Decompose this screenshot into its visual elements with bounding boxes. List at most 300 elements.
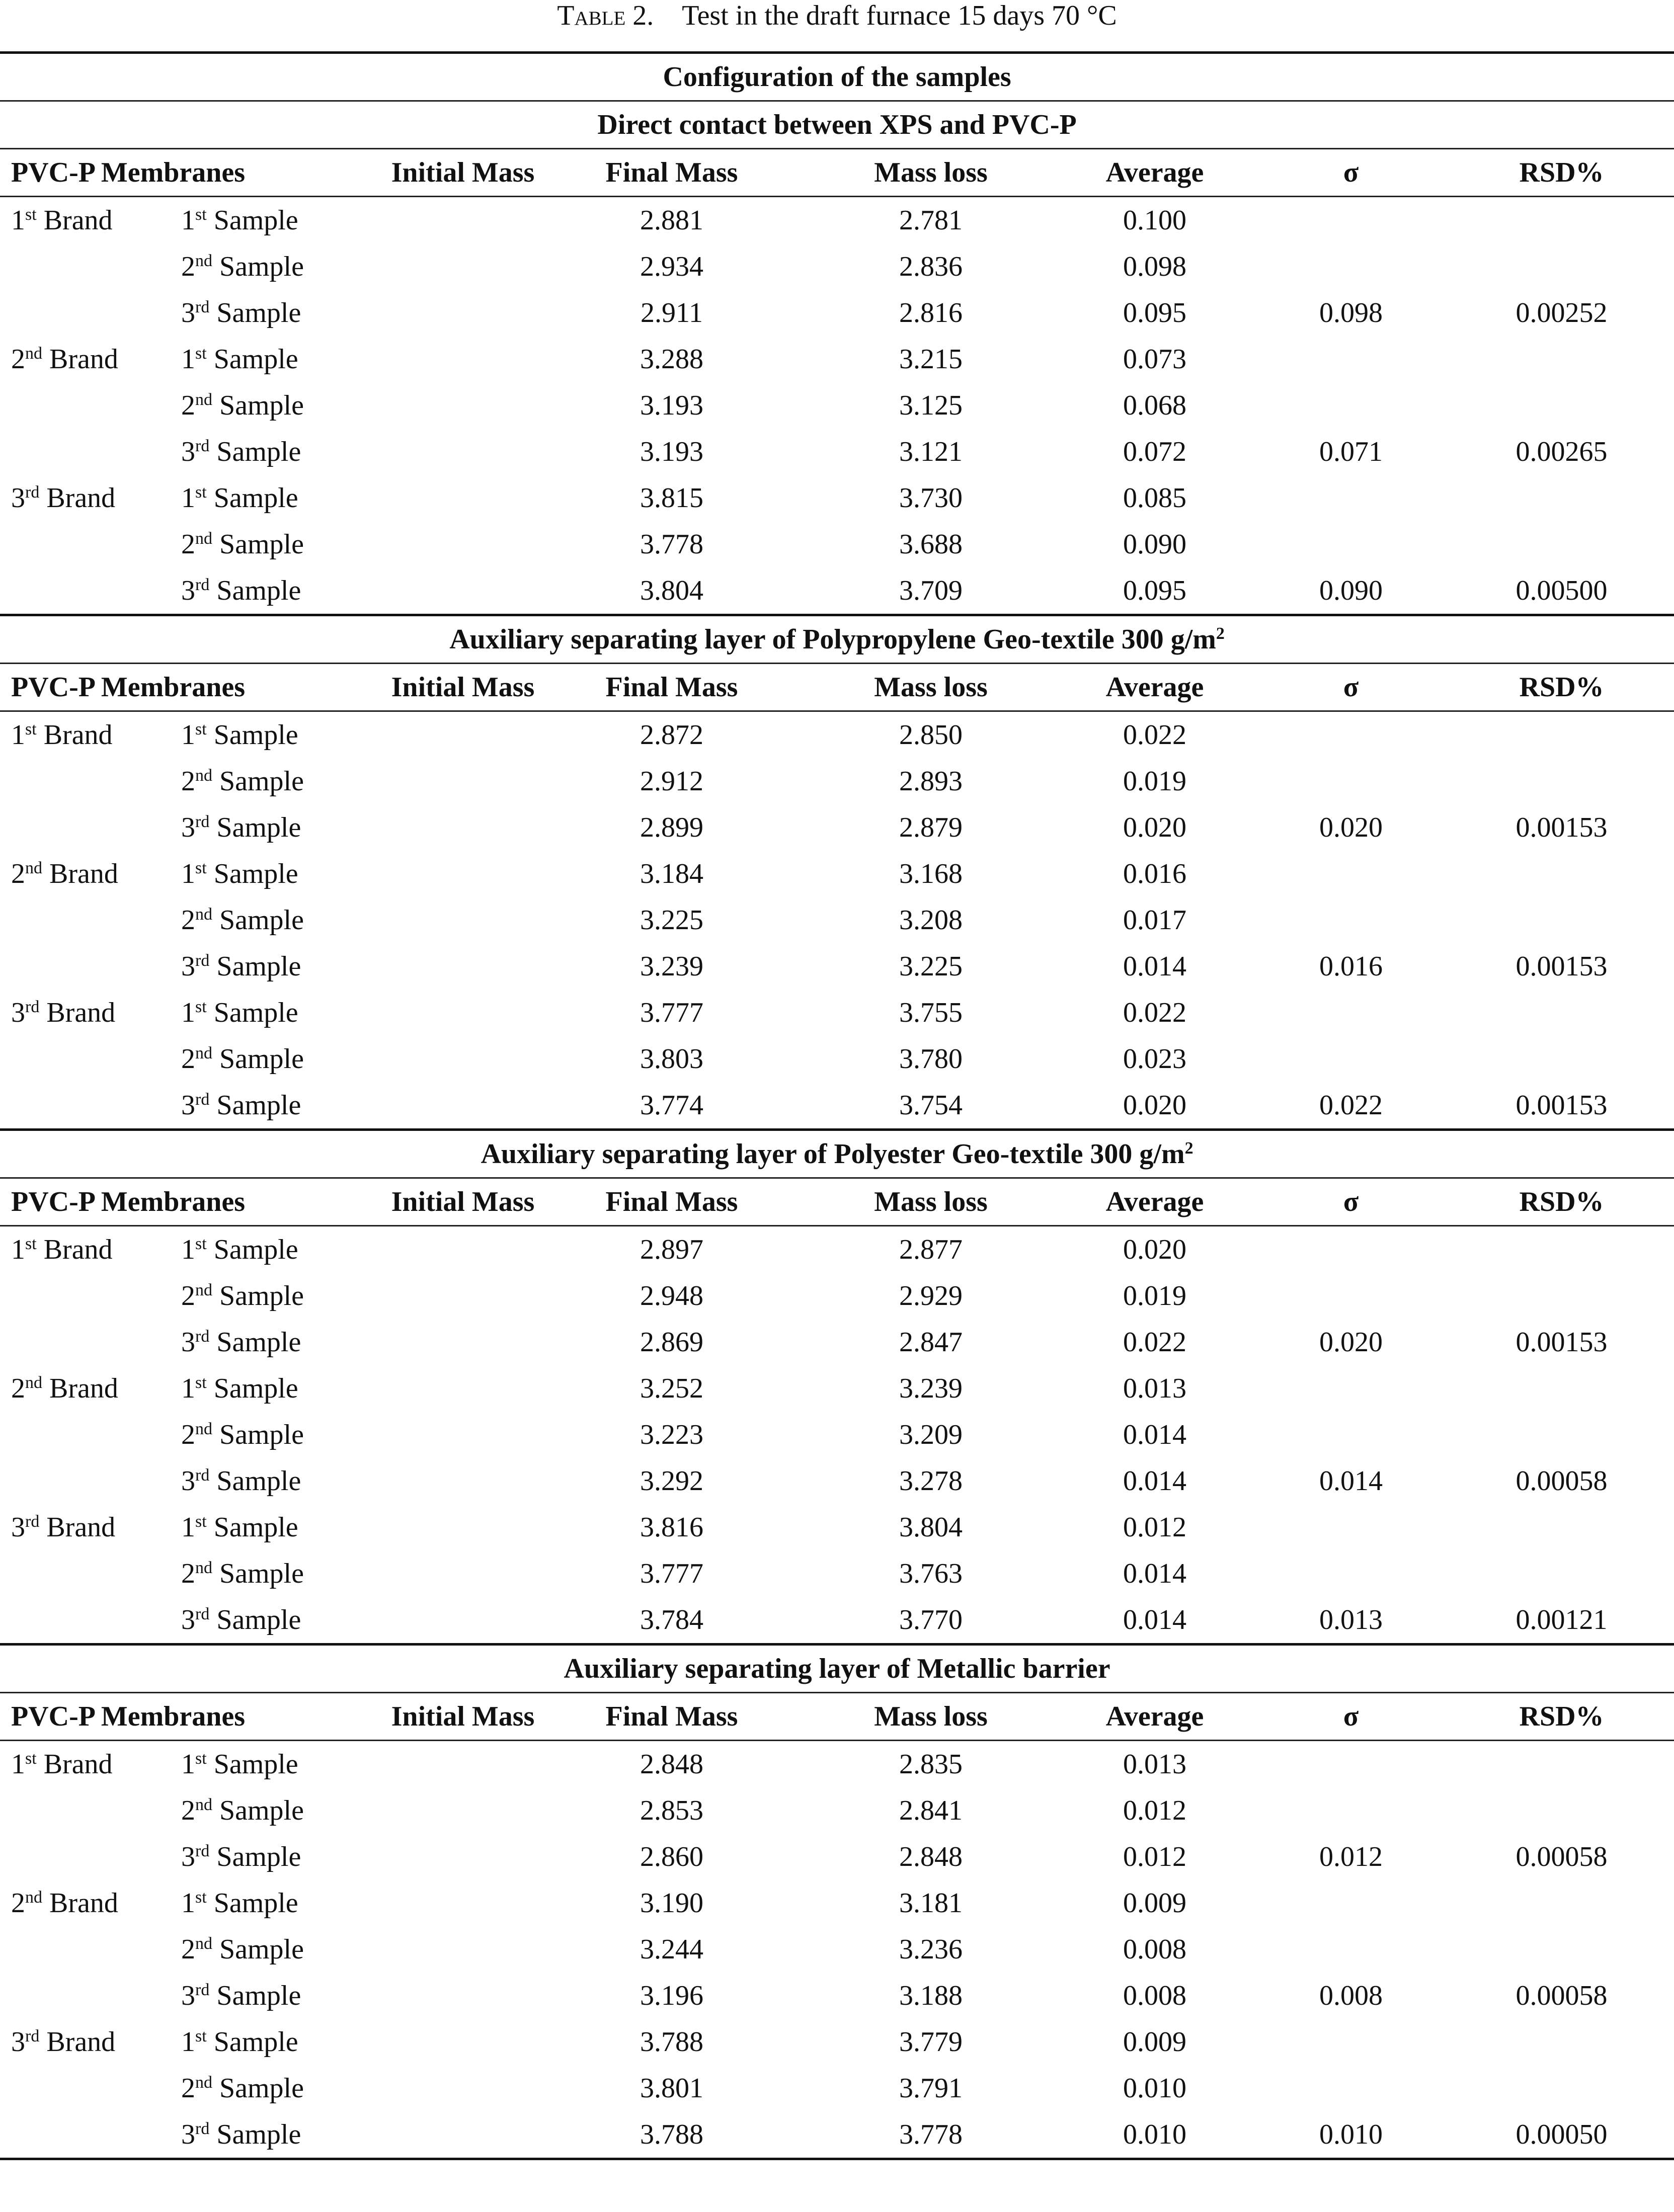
final-mass-cell: 3.236: [899, 1934, 963, 1965]
sample-word: Sample: [216, 297, 301, 329]
header-average: Average: [1057, 1178, 1253, 1226]
final-mass-cell: 2.841: [899, 1795, 963, 1826]
section-title: [0, 615, 1674, 664]
brand-cell: [0, 758, 171, 804]
initial-mass-cell: 3.784: [640, 1604, 703, 1635]
initial-mass-cell: 3.288: [640, 344, 703, 375]
section-title: [0, 1130, 1674, 1178]
brand-number: 3: [11, 997, 25, 1028]
sigma-cell: 0.00153: [1516, 1090, 1608, 1121]
sample-word: Sample: [219, 2073, 304, 2104]
mass-loss-cell: 0.019: [1123, 1280, 1186, 1312]
initial-mass-cell: 2.872: [538, 711, 805, 759]
mass-loss-cell: 0.072: [1123, 436, 1186, 467]
sample-word: Sample: [213, 2026, 298, 2058]
sample-number: 3: [181, 812, 195, 843]
header-average: Average: [1057, 664, 1253, 711]
average-cell: [1253, 1504, 1449, 1550]
brand-word: Brand: [46, 997, 116, 1028]
sample-ordinal: st: [195, 998, 207, 1016]
final-mass-cell: 3.209: [899, 1419, 963, 1450]
average-cell: 0.022: [1319, 1090, 1383, 1121]
spacer-cell: [387, 2111, 538, 2159]
sigma-cell: 0.00500: [1516, 575, 1608, 606]
sample-ordinal: rd: [195, 1327, 210, 1346]
sample-ordinal: nd: [195, 390, 212, 409]
sigma-cell: [1449, 897, 1674, 943]
sample-ordinal: rd: [195, 437, 210, 455]
sample-cell: [171, 1273, 387, 1319]
final-mass-cell: 3.779: [899, 2026, 963, 2058]
sample-word: Sample: [219, 766, 304, 797]
header-mass-loss: Mass loss: [805, 149, 1057, 197]
average-cell: [1253, 1926, 1449, 1973]
sample-number: 2: [181, 1558, 195, 1589]
sample-ordinal: st: [195, 1888, 207, 1907]
sample-word: Sample: [219, 1280, 304, 1312]
header-rsd: RSD%: [1449, 149, 1674, 197]
sample-cell: [171, 1787, 387, 1834]
sigma-cell: 0.00153: [1516, 812, 1608, 843]
sigma-cell: [1449, 1787, 1674, 1834]
sample-ordinal: st: [195, 1512, 207, 1531]
brand-ordinal: nd: [25, 859, 42, 877]
final-mass-cell: 2.893: [899, 766, 963, 797]
header-initial-mass: Initial Mass: [387, 1178, 538, 1226]
table-row: [0, 758, 1674, 804]
brand-cell: [0, 2019, 171, 2065]
sigma-cell: 0.00265: [1516, 436, 1608, 467]
final-mass-cell: 3.688: [899, 529, 963, 560]
mass-loss-cell: 0.014: [1123, 1465, 1186, 1497]
sample-word: Sample: [219, 1795, 304, 1826]
brand-cell: [0, 943, 171, 990]
sample-number: 3: [181, 436, 195, 467]
mass-loss-cell: 0.022: [1123, 1327, 1186, 1358]
sigma-cell: 0.00252: [1516, 297, 1608, 329]
sample-number: 1: [181, 1512, 195, 1543]
brand-number: 1: [11, 1749, 25, 1780]
brand-cell: [0, 429, 171, 475]
brand-cell: [0, 1741, 171, 1788]
sample-ordinal: rd: [195, 951, 210, 970]
sample-number: 1: [181, 1749, 195, 1780]
header-initial-mass: Initial Mass: [387, 664, 538, 711]
sample-ordinal: nd: [195, 2073, 212, 2092]
sigma-cell: 0.00121: [1516, 1604, 1608, 1635]
mass-loss-cell: 0.012: [1123, 1795, 1186, 1826]
initial-mass-cell: 2.948: [640, 1280, 703, 1312]
sigma-cell: [1449, 475, 1674, 521]
initial-mass-cell: 3.777: [640, 1558, 703, 1589]
sample-number: 2: [181, 1043, 195, 1075]
brand-cell: [0, 1319, 171, 1365]
sample-number: 3: [181, 1604, 195, 1635]
average-cell: 0.013: [1319, 1604, 1383, 1635]
mass-loss-cell: 0.014: [1123, 1419, 1186, 1450]
sigma-cell: [1449, 1365, 1674, 1412]
brand-cell: [0, 1365, 171, 1412]
column-header-row: [0, 664, 1674, 711]
sample-word: Sample: [219, 1043, 304, 1075]
final-mass-cell: 3.730: [899, 482, 963, 514]
sample-number: 3: [181, 951, 195, 982]
initial-mass-cell: 2.860: [640, 1841, 703, 1872]
final-mass-cell: 2.816: [899, 297, 963, 329]
sample-number: 2: [181, 766, 195, 797]
sample-word: Sample: [213, 1888, 298, 1919]
sample-word: Sample: [216, 2119, 301, 2150]
spacer-cell: [387, 990, 538, 1036]
final-mass-cell: 3.225: [899, 951, 963, 982]
sigma-cell: 0.00058: [1516, 1465, 1608, 1497]
brand-word: Brand: [43, 1749, 113, 1780]
sample-cell: [171, 197, 387, 244]
sample-ordinal: rd: [195, 1090, 210, 1109]
sample-ordinal: st: [195, 1235, 207, 1253]
average-cell: [1253, 897, 1449, 943]
header-initial-mass: Initial Mass: [387, 1693, 538, 1741]
sample-ordinal: nd: [195, 1420, 212, 1438]
mass-loss-cell: 0.095: [1123, 575, 1186, 606]
sigma-cell: [1449, 1926, 1674, 1973]
sample-cell: [171, 1550, 387, 1597]
sample-ordinal: nd: [195, 1281, 212, 1299]
initial-mass-cell: 3.774: [640, 1090, 703, 1121]
average-cell: [1253, 1787, 1449, 1834]
sigma-cell: [1449, 758, 1674, 804]
brand-word: Brand: [46, 1512, 116, 1543]
spacer-cell: [387, 197, 538, 244]
sample-word: Sample: [219, 905, 304, 936]
sample-number: 3: [181, 1327, 195, 1358]
spacer-cell: [387, 521, 538, 567]
sample-number: 3: [181, 297, 195, 329]
header-average: Average: [1057, 149, 1253, 197]
sample-number: 1: [181, 858, 195, 889]
sample-cell: [171, 290, 387, 336]
sample-word: Sample: [213, 719, 298, 751]
spacer-cell: [387, 2065, 538, 2111]
average-cell: [1253, 758, 1449, 804]
spacer-cell: [387, 1412, 538, 1458]
sample-number: 3: [181, 2119, 195, 2150]
sample-word: Sample: [219, 1419, 304, 1450]
header-mass-loss: Mass loss: [805, 664, 1057, 711]
spacer-cell: [387, 1597, 538, 1645]
initial-mass-cell: 2.881: [538, 197, 805, 244]
sample-ordinal: nd: [195, 1559, 212, 1577]
brand-word: Brand: [46, 2026, 116, 2058]
final-mass-cell: 2.836: [899, 251, 963, 282]
mass-loss-cell: 0.017: [1123, 905, 1186, 936]
table-row: [0, 1787, 1674, 1834]
sample-word: Sample: [216, 1980, 301, 2011]
brand-number: 3: [11, 1512, 25, 1543]
table-row: [0, 290, 1674, 336]
sample-ordinal: rd: [195, 2119, 210, 2138]
sigma-cell: [1449, 521, 1674, 567]
sample-word: Sample: [213, 1234, 298, 1265]
sample-cell: [171, 1458, 387, 1504]
mass-loss-cell: 0.068: [1123, 390, 1186, 421]
table-row: [0, 897, 1674, 943]
brand-cell: [0, 290, 171, 336]
initial-mass-cell: 3.244: [640, 1934, 703, 1965]
section-title-text: Auxiliary separating layer of Metallic barrier: [564, 1653, 1110, 1684]
table-row: [0, 429, 1674, 475]
average-cell: 0.008: [1319, 1980, 1383, 2011]
final-mass-cell: 3.239: [899, 1373, 963, 1404]
sample-cell: [171, 382, 387, 429]
brand-word: Brand: [43, 719, 113, 751]
initial-mass-cell: 3.788: [640, 2026, 703, 2058]
spacer-cell: [387, 1973, 538, 2019]
average-cell: [1253, 1550, 1449, 1597]
initial-mass-cell: 3.193: [640, 436, 703, 467]
sample-word: Sample: [213, 1512, 298, 1543]
mass-loss-cell: 0.013: [1057, 1741, 1253, 1788]
brand-word: Brand: [43, 1234, 113, 1265]
spacer-cell: [387, 1926, 538, 1973]
sample-ordinal: st: [195, 1373, 207, 1392]
average-cell: 0.020: [1319, 1327, 1383, 1358]
brand-number: 2: [11, 1373, 25, 1404]
sample-number: 2: [181, 1280, 195, 1312]
brand-cell: [0, 1458, 171, 1504]
header-final-mass: Final Mass: [538, 1178, 805, 1226]
header-average: Average: [1057, 1693, 1253, 1741]
spacer-cell: [387, 1458, 538, 1504]
final-mass-cell: 3.278: [899, 1465, 963, 1497]
spacer-cell: [387, 758, 538, 804]
section-title-row: [0, 101, 1674, 149]
brand-cell: [0, 804, 171, 851]
final-mass-cell: 3.208: [899, 905, 963, 936]
sigma-cell: [1449, 1741, 1674, 1788]
sample-ordinal: nd: [195, 252, 212, 270]
sigma-cell: 0.00058: [1516, 1980, 1608, 2011]
sample-number: 1: [181, 482, 195, 514]
table-row: [0, 382, 1674, 429]
sample-word: Sample: [213, 997, 298, 1028]
average-cell: [1253, 851, 1449, 897]
brand-word: Brand: [43, 205, 113, 236]
sample-word: Sample: [216, 575, 301, 606]
brand-ordinal: st: [25, 720, 37, 739]
spacer-cell: [387, 567, 538, 615]
final-mass-cell: 2.879: [899, 812, 963, 843]
brand-cell: [0, 1226, 171, 1273]
brand-cell: [0, 1597, 171, 1645]
sample-ordinal: rd: [195, 1605, 210, 1623]
sample-cell: [171, 897, 387, 943]
sigma-cell: [1449, 336, 1674, 382]
final-mass-cell: 3.770: [899, 1604, 963, 1635]
table-row: [0, 1458, 1674, 1504]
sample-cell: [171, 758, 387, 804]
mass-loss-cell: 0.020: [1057, 1226, 1253, 1273]
sample-ordinal: nd: [195, 905, 212, 924]
table-row: [0, 1973, 1674, 2019]
sample-cell: [171, 711, 387, 759]
sigma-cell: [1449, 1550, 1674, 1597]
brand-cell: [0, 521, 171, 567]
caption-label: Table 2.: [557, 0, 654, 31]
final-mass-cell: 2.847: [899, 1327, 963, 1358]
header-sigma: σ: [1253, 664, 1449, 711]
final-mass-cell: 3.709: [899, 575, 963, 606]
sample-word: Sample: [213, 344, 298, 375]
sample-ordinal: st: [195, 859, 207, 877]
column-header-row: [0, 1693, 1674, 1741]
brand-cell: [0, 1834, 171, 1880]
brand-ordinal: rd: [25, 483, 40, 502]
final-mass-cell: 3.804: [899, 1512, 963, 1543]
table-row: [0, 197, 1674, 244]
sample-cell: [171, 1973, 387, 2019]
header-membranes: PVC-P Membranes: [0, 149, 387, 197]
brand-cell: [0, 1412, 171, 1458]
brand-cell: [0, 197, 171, 244]
spacer-cell: [387, 1741, 538, 1788]
header-rsd: RSD%: [1449, 1693, 1674, 1741]
sample-number: 3: [181, 575, 195, 606]
brand-cell: [0, 475, 171, 521]
average-cell: 0.090: [1319, 575, 1383, 606]
section-title-sup: 2: [1184, 1139, 1193, 1158]
table-row: [0, 567, 1674, 615]
average-cell: [1253, 1880, 1449, 1926]
sigma-cell: 0.00050: [1449, 2111, 1674, 2159]
mass-loss-cell: 0.095: [1123, 297, 1186, 329]
sigma-cell: [1449, 1226, 1674, 1273]
sample-cell: [171, 429, 387, 475]
average-cell: [1253, 1036, 1449, 1082]
sample-cell: [171, 1365, 387, 1412]
final-mass-cell: 3.125: [899, 390, 963, 421]
sigma-cell: [1449, 711, 1674, 759]
final-mass-cell: 3.778: [805, 2111, 1057, 2159]
final-mass-cell: 3.121: [899, 436, 963, 467]
header-mass-loss: Mass loss: [805, 1178, 1057, 1226]
section-title-row: [0, 1130, 1674, 1178]
sample-ordinal: rd: [195, 298, 210, 316]
sample-cell: [171, 1036, 387, 1082]
sample-word: Sample: [216, 1327, 301, 1358]
sample-cell: [171, 1926, 387, 1973]
table-row: [0, 1273, 1674, 1319]
initial-mass-cell: 2.912: [640, 766, 703, 797]
sigma-cell: 0.00058: [1516, 1841, 1608, 1872]
sample-number: 1: [181, 205, 195, 236]
brand-number: 1: [11, 205, 25, 236]
spacer-cell: [387, 2019, 538, 2065]
mass-loss-cell: 0.085: [1123, 482, 1186, 514]
average-cell: [1253, 475, 1449, 521]
config-title-row: [0, 53, 1674, 101]
initial-mass-cell: 3.804: [640, 575, 703, 606]
sample-word: Sample: [213, 1373, 298, 1404]
brand-ordinal: rd: [25, 2027, 40, 2045]
sample-cell: [171, 1597, 387, 1645]
average-cell: [1253, 990, 1449, 1036]
table-row: [0, 2111, 1674, 2159]
average-cell: 0.071: [1319, 436, 1383, 467]
spacer-cell: [387, 1504, 538, 1550]
brand-cell: [0, 990, 171, 1036]
sample-number: 3: [181, 1090, 195, 1121]
spacer-cell: [387, 1273, 538, 1319]
header-membranes: PVC-P Membranes: [0, 664, 387, 711]
sample-number: 1: [181, 1234, 195, 1265]
section-title-text: Auxiliary separating layer of Polypropylene Geo-textile 300 g/m: [449, 624, 1216, 655]
average-cell: [1253, 1226, 1449, 1273]
sample-word: Sample: [216, 951, 301, 982]
sample-word: Sample: [213, 482, 298, 514]
sample-number: 3: [181, 1980, 195, 2011]
initial-mass-cell: 3.815: [640, 482, 703, 514]
brand-number: 2: [11, 858, 25, 889]
sample-cell: [171, 1504, 387, 1550]
spacer-cell: [387, 243, 538, 290]
mass-loss-cell: 0.008: [1123, 1934, 1186, 1965]
sigma-cell: [1449, 1273, 1674, 1319]
spacer-cell: [387, 429, 538, 475]
mass-loss-cell: 0.020: [1123, 1090, 1186, 1121]
section-title-sup: 2: [1216, 624, 1225, 643]
average-cell: [1253, 336, 1449, 382]
mass-loss-cell: 0.073: [1123, 344, 1186, 375]
spacer-cell: [387, 711, 538, 759]
spacer-cell: [387, 1036, 538, 1082]
sample-word: Sample: [219, 1934, 304, 1965]
sample-ordinal: nd: [195, 529, 212, 548]
table-row: [0, 1504, 1674, 1550]
mass-loss-cell: 0.008: [1123, 1980, 1186, 2011]
average-cell: [1253, 1741, 1449, 1788]
mass-loss-cell: 0.012: [1123, 1841, 1186, 1872]
average-cell: [1253, 1273, 1449, 1319]
sample-word: Sample: [216, 1090, 301, 1121]
table-row: [0, 521, 1674, 567]
sample-ordinal: nd: [195, 766, 212, 785]
header-rsd: RSD%: [1449, 1178, 1674, 1226]
average-cell: [1253, 243, 1449, 290]
sample-cell: [171, 475, 387, 521]
sample-cell: [171, 1834, 387, 1880]
table-caption: [0, 0, 1674, 31]
final-mass-cell: 2.850: [805, 711, 1057, 759]
spacer-cell: [387, 851, 538, 897]
header-sigma: σ: [1253, 1178, 1449, 1226]
table-row: [0, 990, 1674, 1036]
mass-loss-cell: 0.022: [1123, 997, 1186, 1028]
header-membranes: PVC-P Membranes: [0, 1693, 387, 1741]
sample-cell: [171, 943, 387, 990]
initial-mass-cell: 2.899: [640, 812, 703, 843]
brand-cell: [0, 897, 171, 943]
final-mass-cell: 2.781: [805, 197, 1057, 244]
spacer-cell: [387, 1550, 538, 1597]
section-title-row: [0, 1645, 1674, 1693]
sample-cell: [171, 1412, 387, 1458]
brand-cell: [0, 2065, 171, 2111]
initial-mass-cell: 3.788: [538, 2111, 805, 2159]
mass-loss-cell: 0.020: [1123, 812, 1186, 843]
spacer-cell: [387, 290, 538, 336]
initial-mass-cell: 3.239: [640, 951, 703, 982]
